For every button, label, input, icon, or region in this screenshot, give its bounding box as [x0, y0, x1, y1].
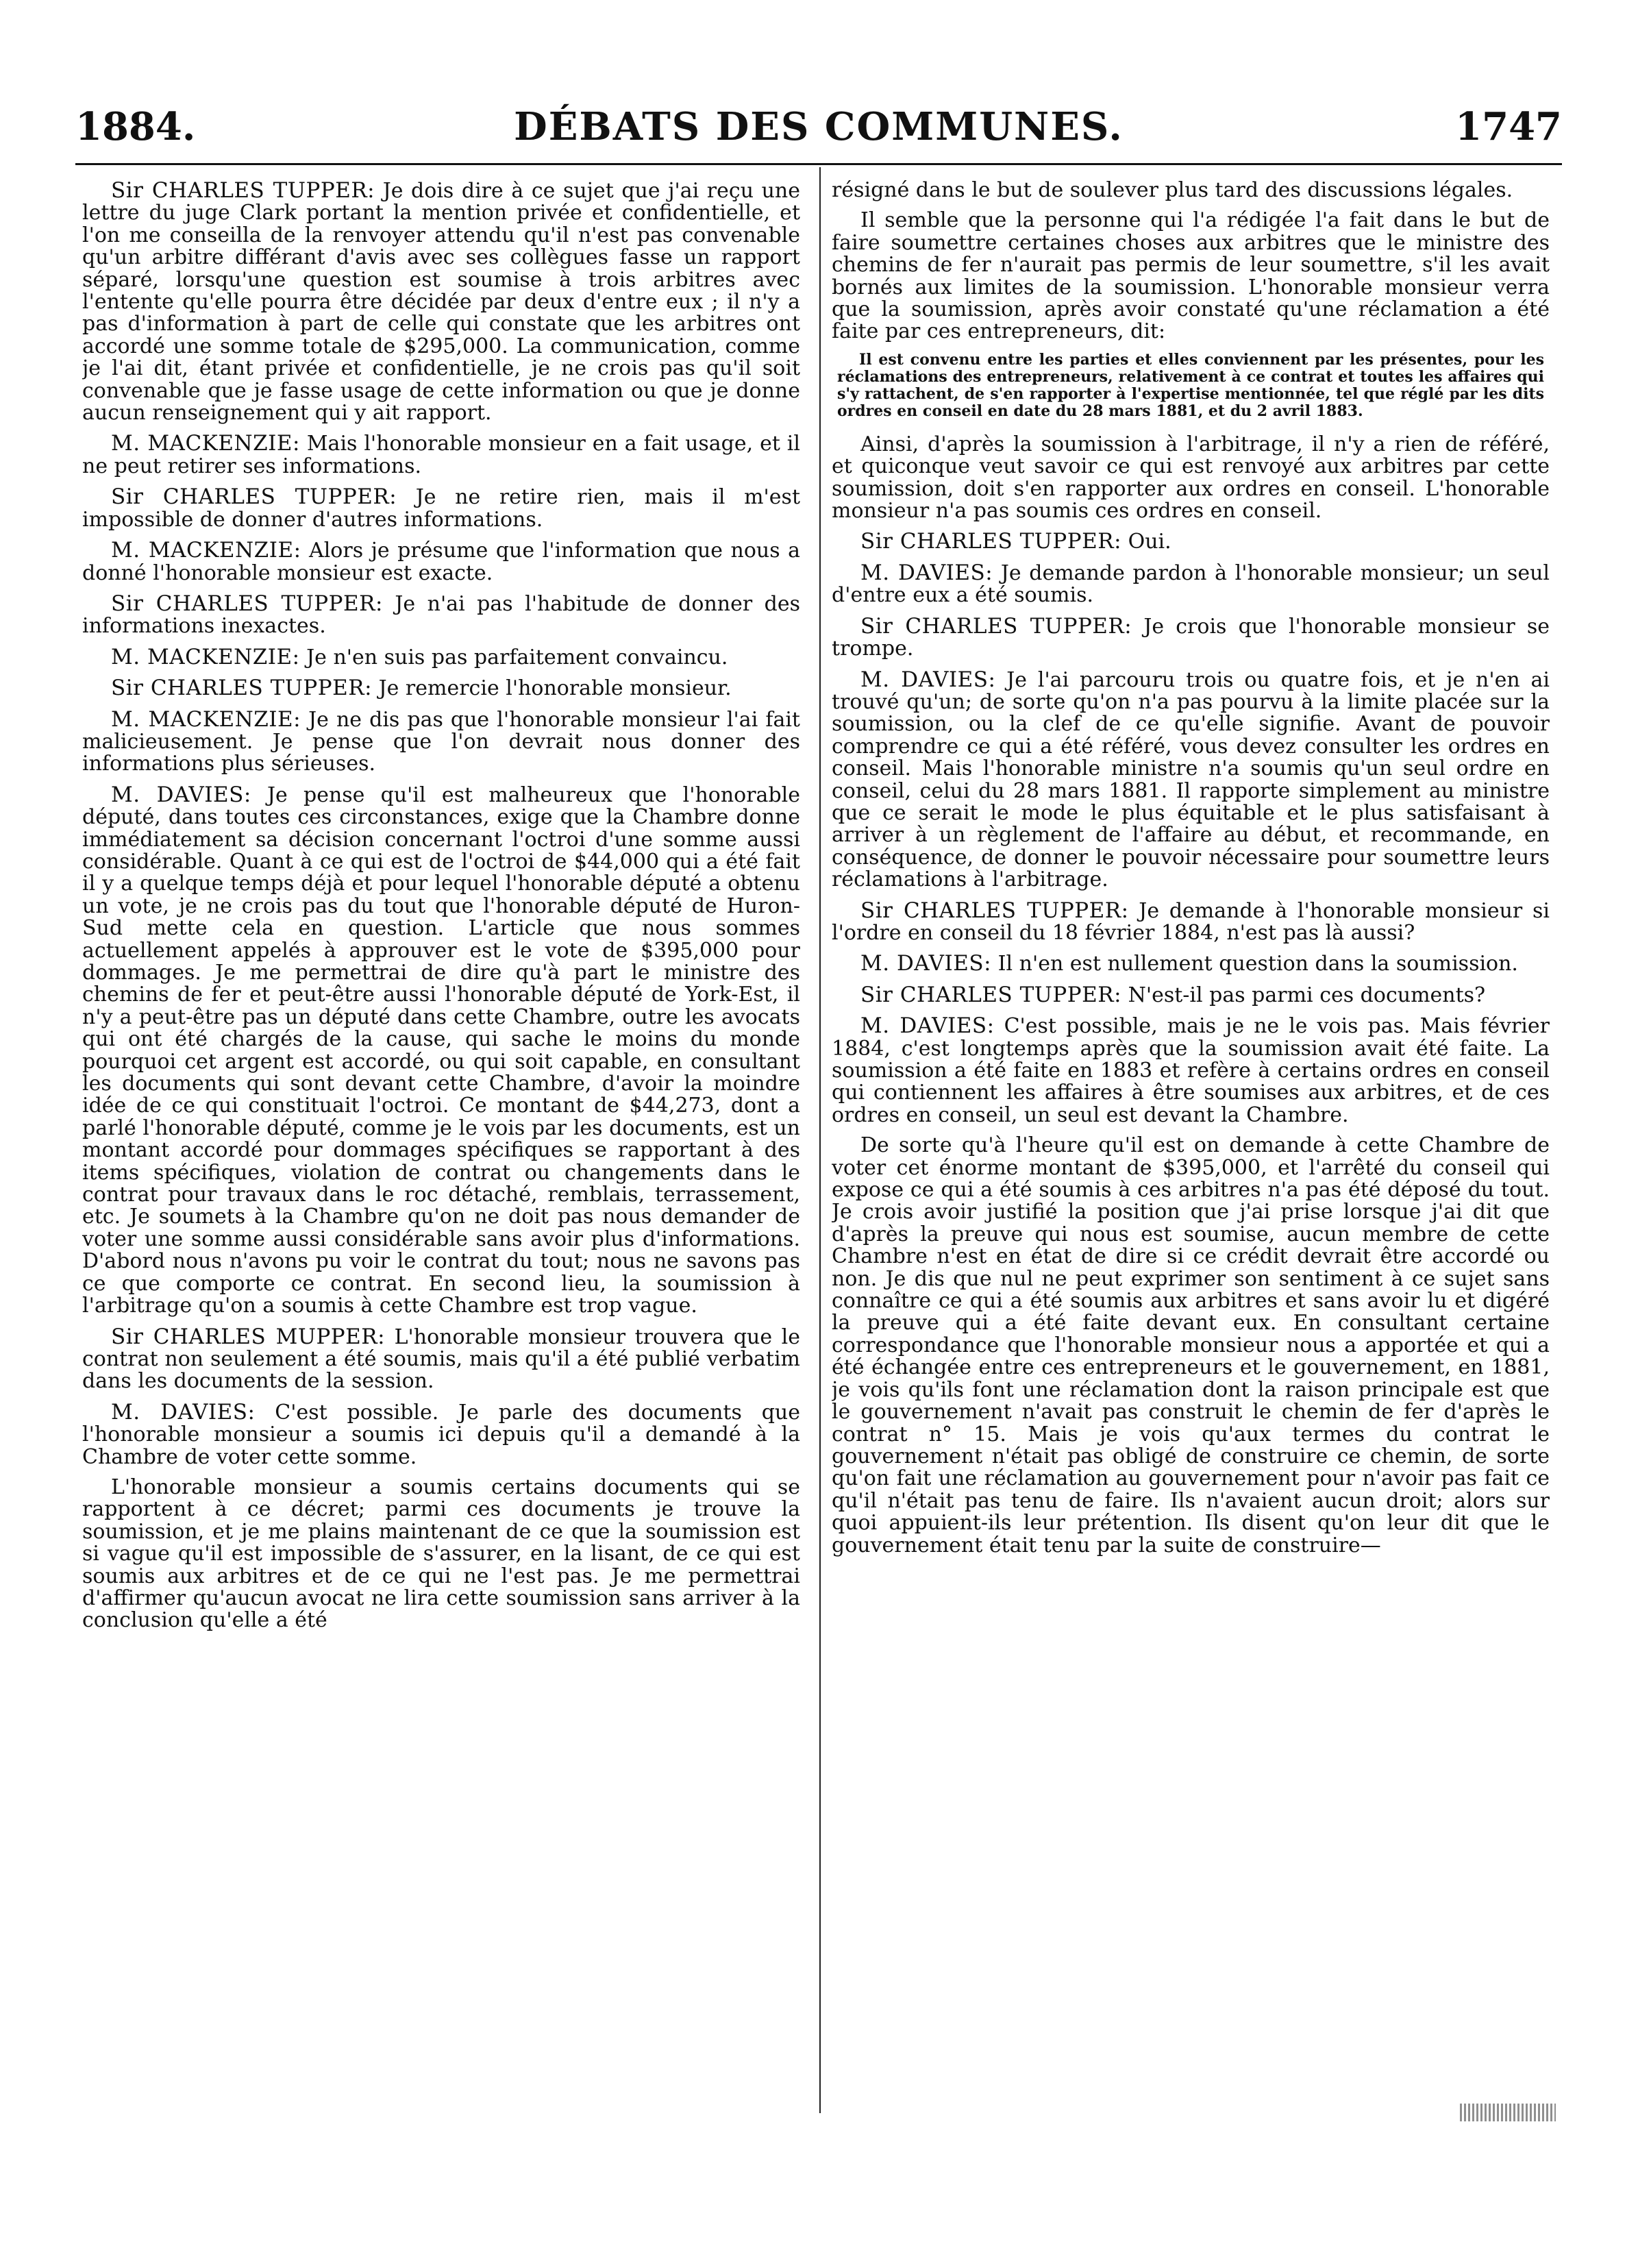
speaker-name: Sir CHARLES MUPPER: — [111, 1324, 386, 1349]
speech-text: Je remercie l'honorable monsieur. — [378, 676, 732, 701]
speaker-name: M. MACKENZIE: — [111, 431, 300, 456]
speech-paragraph — [832, 210, 1550, 343]
speech-text: Je crois que l'honorable monsieur se trompe. — [832, 614, 1550, 661]
speaker-name: M. DAVIES: — [860, 1013, 995, 1039]
speech-paragraph — [832, 1135, 1550, 1557]
speech-paragraph — [832, 562, 1550, 607]
speaker-name: M. MACKENZIE: — [111, 706, 301, 732]
speech-text: Je n'en suis pas parfaitement convaincu. — [306, 645, 728, 669]
speech-paragraph — [832, 669, 1550, 891]
header-title: DÉBATS DES COMMUNES. — [514, 104, 1124, 149]
speech-paragraph — [832, 984, 1550, 1007]
speech-paragraph — [82, 1326, 800, 1393]
speech-text: Je dois dire à ce sujet que j'ai reçu une lettre du juge Clark portant la mention privée et confidentielle, et l'on me conseilla de la renvoyer attendu qu'il n'est pas convenable qu'un arbitre différant d'avis avec ses collègues fasse un rapport séparé, lorsqu'une question est soumise à trois arbitres avec l'entente qu'elle pourra être décidée par deux d'entre eux ; il n'y a pas d'information à part de celle qui constate que les arbitres ont accordé une somme totale de $295,000. La communication, comme je l'ai dit, étant privée et confidentielle, je ne crois pas qu'il soit convenable que je fasse usage de cette information ou que je donne aucun renseignement qui y ait rapport. — [82, 180, 800, 426]
speech-text: Je pense qu'il est malheureux que l'honorable député, dans toutes ces circonstances, exige que la Chambre donne immédiatement sa décision concernant l'octroi d'une somme aussi considérable. Quant à ce qui est de l'octroi de $44,000 qui a été fait il y a quelque temps déjà et pour lequel l'honorable député a obtenu un vote, je ne crois pas du tout que l'honorable député de Huron-Sud mette cela en question. L'article que nous sommes actuellement appelés à approuver est le vote de $395,000 pour dommages. Je me permettrai de dire qu'à part le ministre des chemins de fer et peut-être aussi l'honorable député de York-Est, il n'y a peut-être pas un député dans cette Chambre, outre les avocats qui ont été chargés de la cause, qui sache le moins du monde pourquoi cet argent est accordé, ou qui soit capable, en consultant les documents qui sont devant cette Chambre, d'avoir la moindre idée de ce qui constituait l'octroi. Ce montant de $44,273, dont a parlé l'honorable député, comme je le vois par les documents, est un montant accordé pour dommages spécifiques se rapportant à des items spécifiques, violation de contrat ou changements dans le contrat pour travaux dans le roc détaché, remblais, terrassement, etc. Je soumets à la Chambre qu'on ne doit pas nous demander de voter une somme aussi considérable sans avoir plus d'informations. D'abord nous n'avons pu voir le contrat du tout; nous ne savons pas ce que comporte ce contrat. En second lieu, la soumission à l'arbitrage qu'on a soumis à cette Chambre est trop vague. — [82, 782, 800, 1318]
speech-text: C'est possible. Je parle des documents que l'honorable monsieur a soumis ici depuis qu'il a demandé à la Chambre de voter cette somme. — [82, 1400, 800, 1469]
page-header — [75, 103, 1562, 158]
speech-text: résigné dans le but de soulever plus tard des discussions légales. — [832, 180, 1513, 202]
right-column — [832, 180, 1550, 2112]
header-year: 1884. — [75, 104, 196, 149]
speaker-name: Sir CHARLES TUPPER: — [111, 180, 375, 203]
speech-text: Je demande pardon à l'honorable monsieur; un seul d'entre eux a été soumis. — [832, 560, 1550, 608]
speech-paragraph — [832, 180, 1550, 201]
speech-text: Il n'en est nullement question dans la soumission. — [997, 952, 1518, 976]
speech-paragraph — [832, 1015, 1550, 1126]
speech-paragraph — [832, 530, 1550, 553]
speech-paragraph — [82, 593, 800, 638]
header-rule — [75, 163, 1562, 165]
speech-paragraph — [82, 646, 800, 669]
speech-paragraph — [82, 708, 800, 776]
speaker-name: M. DAVIES: — [111, 1399, 256, 1425]
speech-paragraph — [82, 1401, 800, 1468]
speaker-name: Sir CHARLES TUPPER: — [111, 676, 373, 701]
speaker-name: M. MACKENZIE: — [111, 644, 300, 669]
speech-text: Ainsi, d'après la soumission à l'arbitrage, il n'y a rien de référé, et quiconque veut savoir ce qui est renvoyé aux arbitres par cette soumission, doit s'en rapporter aux ordres en conseil. L'honorable monsieur n'a pas soumis ces ordres en conseil. — [832, 432, 1550, 523]
speech-paragraph — [832, 952, 1550, 975]
speech-text: Je l'ai parcouru trois ou quatre fois, et je n'en ai trouvé qu'un; de sorte qu'on n'a pas pourvu à la limite placée sur la soumission, ou la clef de ce qu'elle signifie. Avant de pouvoir comprendre ce qui a été référé, vous devez consulter les ordres en conseil. Mais l'honorable ministre n'a soumis qu'un seul ordre en conseil, celui du 28 mars 1881. Il rapporte simplement au ministre que ce serait le mode le plus équitable et le plus satisfaisant à arriver à un règlement de l'affaire au début, et recommande, en conséquence, de donner le pouvoir nécessaire pour soumettre leurs réclamations à l'arbitrage. — [832, 667, 1550, 892]
speech-paragraph — [82, 486, 800, 531]
speech-text: L'honorable monsieur a soumis certains documents qui se rapportent à ce décret; parmi ces documents je trouve la soumission, et je me plains maintenant de ce que la soumission est si vague qu'il est impossible de s'assurer, en la lisant, de ce qui est soumis aux arbitres et de ce qui ne l'est pas. Je me permettrai d'affirmer qu'aucun avocat ne lira cette soumission sans arriver à la conclusion qu'elle a été — [82, 1475, 800, 1633]
speech-text: Je ne dis pas que l'honorable monsieur l'ai fait malicieusement. Je pense que l'on devrait nous donner des informations plus sérieuses. — [82, 707, 800, 776]
speaker-name: Sir CHARLES TUPPER: — [111, 591, 383, 616]
speech-text: Je demande à l'honorable monsieur si l'ordre en conseil du 18 février 1884, n'est pas là aussi? — [832, 898, 1550, 945]
speech-paragraph — [82, 1477, 800, 1632]
speech-paragraph — [82, 677, 800, 700]
quoted-text: Il est convenu entre les parties et elles conviennent par les présentes, pour les réclamations des entrepreneurs, relativement à ce contrat et toutes les affaires qui s'y rattachent, de s'en rapporter à l'expertise mentionnée, tel que réglé par les dits ordres en conseil en date du 28 mars 1881, et du 2 avril 1883. — [837, 350, 1544, 420]
speech-text: Mais l'honorable monsieur en a fait usage, et il ne peut retirer ses informations. — [82, 432, 800, 478]
column-divider — [819, 167, 821, 2113]
speech-paragraph — [82, 432, 800, 478]
speech-text: L'honorable monsieur trouvera que le contrat non seulement a été soumis, mais qu'il a été publié verbatim dans les documents de la session. — [82, 1324, 800, 1394]
speech-text: Oui. — [1128, 530, 1171, 554]
speaker-name: Sir CHARLES TUPPER: — [860, 898, 1129, 923]
speaker-name: M. DAVIES: — [860, 951, 992, 976]
header-page-number: 1747 — [1455, 104, 1562, 149]
speech-paragraph — [82, 180, 800, 424]
speaker-name: Sir CHARLES TUPPER: — [860, 529, 1122, 554]
left-column — [82, 180, 800, 2112]
speaker-name: M. DAVIES: — [111, 782, 251, 807]
speaker-name: Sir CHARLES TUPPER: — [860, 982, 1122, 1007]
speech-text: C'est possible, mais je ne le vois pas. Mais février 1884, c'est longtemps après que la soumission avait été faite. La soumission a été faite en 1883 et refère à certains ordres en conseil qui contiennent les affaires à être soumises aux arbitres, et de ces ordres en conseil, un seul est devant la Chambre. — [832, 1014, 1550, 1127]
speech-text: Je ne retire rien, mais il m'est impossible de donner d'autres informations. — [82, 485, 800, 532]
speech-text: De sorte qu'à l'heure qu'il est on demande à cette Chambre de voter cet énorme montant de $395,000, et l'arrêté du conseil qui expose ce qui a été soumis à ces arbitres n'a pas été déposé du tout. Je crois avoir justifié la position que j'ai prise lorsque j'ai dit que d'après la preuve qui nous est soumise, aucun membre de cette Chambre n'est en état de dire si ce crédit devrait être accordé ou non. Je dis que nul ne peut exprimer son sentiment à ce sujet sans connaître ce qui a été soumis aux arbitres et sans avoir lu et digéré la preuve qui a été faite devant eux. En consultant certaine correspondance que l'honorable monsieur nous a apportée et qui a été échangée entre ces entrepreneurs et le gouvernement, en 1881, je vois qu'ils font une réclamation dont la raison principale est que le gouvernement n'avait pas construit le chemin de fer d'après le contrat n° 15. Mais je vois qu'aux termes du contrat le gouvernement n'était pas obligé de construire ce chemin, de sorte qu'on fait une réclamation au gouvernement pour n'avoir pas fait ce qu'il n'était pas tenu de faire. Ils n'avaient aucun droit; alors sur quoi appuient-ils leur prétention. Ils disent qu'on leur dit que le gouvernement était tenu par la suite de construire— — [832, 1133, 1550, 1557]
speaker-name: M. DAVIES: — [860, 560, 993, 585]
speech-paragraph — [82, 784, 800, 1318]
speech-paragraph — [832, 434, 1550, 523]
speech-text: Alors je présume que l'information que nous a donné l'honorable monsieur est exacte. — [82, 539, 800, 585]
print-smudge — [1460, 2104, 1556, 2121]
speaker-name: Sir CHARLES TUPPER: — [860, 613, 1132, 639]
speech-paragraph — [82, 539, 800, 584]
speech-paragraph — [832, 615, 1550, 661]
speech-text: Il semble que la personne qui l'a rédigée l'a fait dans le but de faire soumettre certaines choses aux arbitres que le ministre des chemins de fer n'aurait pas permis de leur soumettre, s'il les avait bornés aux limites de la soumission. L'honorable monsieur verra que la soumission, après avoir constaté qu'une réclamation a été faite par ces entrepreneurs, dit: — [832, 208, 1550, 344]
speech-text: N'est-il pas parmi ces documents? — [1128, 983, 1486, 1007]
speaker-name: M. DAVIES: — [860, 667, 996, 692]
speaker-name: Sir CHARLES TUPPER: — [111, 484, 397, 510]
speech-paragraph — [832, 900, 1550, 945]
speaker-name: M. MACKENZIE: — [111, 538, 301, 563]
speech-text: Je n'ai pas l'habitude de donner des informations inexactes. — [82, 591, 800, 639]
